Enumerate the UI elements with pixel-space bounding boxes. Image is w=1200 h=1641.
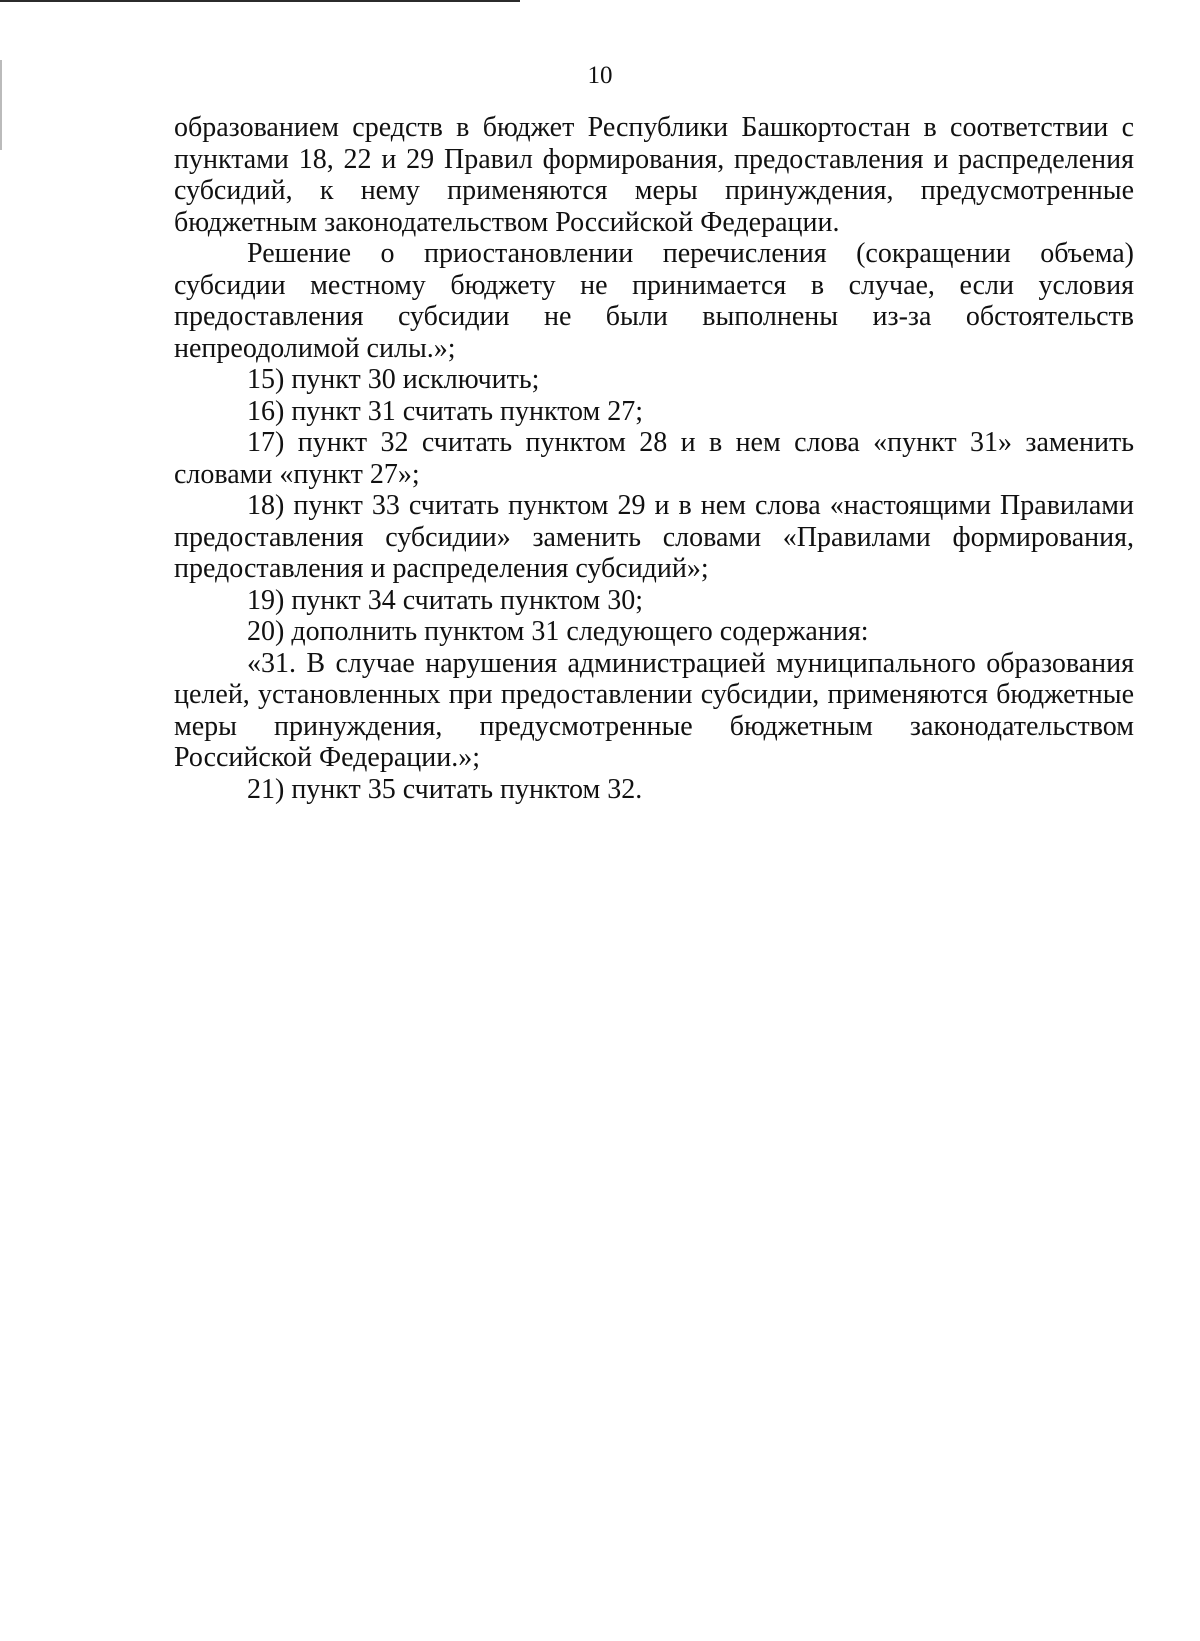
list-item-18: 18) пункт 33 считать пунктом 29 и в нем слова «настоящими Правилами предоставления субсидии» заменить словами «Правилами формирования, предоставления и распределения субсидий»; (174, 490, 1134, 584)
paragraph-suspension-decision: Решение о приостановлении перечисления (сокращении объема) субсидии местному бюджету не принимается в случае, если условия предоставления субсидии не были выполнены из-за обстоятельств непреодолимой силы.»; (174, 238, 1134, 364)
list-item-17: 17) пункт 32 считать пунктом 28 и в нем слова «пункт 31» заменить словами «пункт 27»; (174, 427, 1134, 490)
list-item-16: 16) пункт 31 считать пунктом 27; (247, 395, 644, 427)
document-body (174, 112, 1134, 805)
list-item-15: 15) пункт 30 исключить; (247, 364, 540, 395)
page-number: 10 (587, 62, 613, 89)
paragraph-continuation: образованием средств в бюджет Республики Башкортостан в соответствии с пунктами 18, 22 и 29 Правил формирования, предоставления и распределения субсидий, к нему применяются меры принуждения, предусмотренные бюджетным законодательством Российской Федерации. (174, 112, 1134, 238)
scan-edge-line (0, 0, 520, 2)
quoted-point-31: «31. В случае нарушения администрацией муниципального образования целей, установленных при предоставлении субсидии, применяются бюджетные меры принуждения, предусмотренные бюджетным законодательством Российской Федерации.»; (174, 647, 1134, 773)
list-item-20: 20) дополнить пунктом 31 следующего содержания: (247, 616, 869, 647)
list-item-19: 19) пункт 34 считать пунктом 30; (247, 584, 644, 616)
list-item-21: 21) пункт 35 считать пунктом 32. (247, 773, 643, 805)
